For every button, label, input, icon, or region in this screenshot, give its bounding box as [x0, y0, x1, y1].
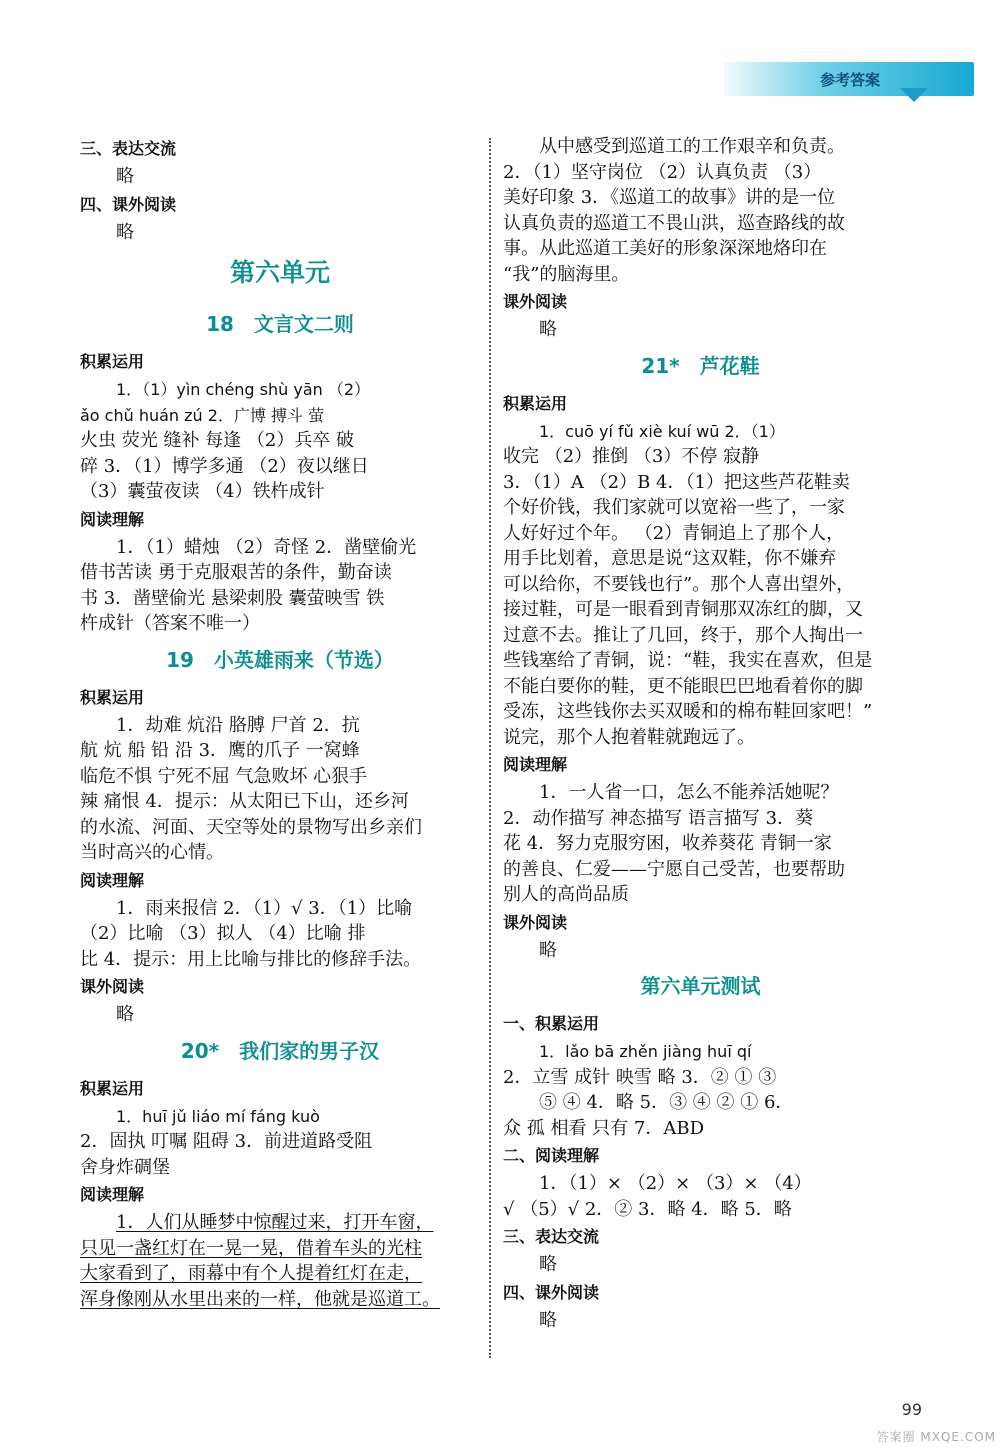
- answer-line: 2．固执 叮嘱 阻碍 3．前进道路受阻: [80, 1131, 373, 1152]
- lesson-title: 19 小英雄雨来（节选）: [166, 647, 394, 672]
- underlined-answer-line: 只见一盏红灯在一晃一晃，借着车头的光柱: [80, 1237, 422, 1259]
- answer-line: 过意不去。推让了几回，终于，那个人掏出一: [503, 624, 863, 646]
- answer-line: 1．cuō yí fǔ xiè kuí wū 2．（1）: [539, 421, 785, 441]
- answer-line: “我”的脑海里。: [503, 263, 630, 285]
- section-heading: 积累运用: [80, 1078, 145, 1098]
- section-heading: 阅读理解: [80, 509, 145, 529]
- answer-line: 受冻，这些钱你去买双暖和的棉布鞋回家吧！”: [503, 701, 873, 722]
- answer-line: 用手比划着，意思是说“这双鞋，你不嫌弃: [503, 548, 837, 569]
- answer-line: 1．（1）× （2）× （3）× （4）: [539, 1173, 812, 1194]
- answer-line: 别人的高尚品质: [503, 884, 629, 905]
- answer-line: 1．huī jǔ liáo mí fáng kuò: [116, 1106, 320, 1126]
- section-heading: 三、表达交流: [80, 139, 177, 158]
- answer-line: 火虫 荧光 缝补 每逢 （2）兵卒 破: [80, 430, 355, 451]
- section-heading: 二、阅读理解: [503, 1146, 600, 1165]
- section-heading: 积累运用: [503, 393, 568, 413]
- section-heading: 课外阅读: [503, 912, 568, 932]
- answer-line: 众 孤 相看 只有 7．ABD: [503, 1117, 704, 1139]
- answer-line: 的水流、河面、天空等处的景物写出乡亲们: [80, 816, 422, 838]
- underlined-answer-line: 1．人们从睡梦中惊醒过来，打开车窗，: [116, 1212, 434, 1233]
- answer-line: 收完 （2）推倒 （3）不停 寂静: [503, 446, 760, 467]
- answer-line: √ （5）√ 2．② 3．略 4．略 5．略: [503, 1198, 792, 1220]
- answer-line: （3）囊萤夜读 （4）铁杵成针: [80, 481, 325, 502]
- page-number: 99: [901, 1400, 922, 1419]
- answer-line: 略: [116, 221, 134, 243]
- answer-line: 当时高兴的心情。: [80, 842, 224, 863]
- answer-line: 3．（1）A （2）B 4．（1）把这些芦花鞋卖: [503, 471, 850, 493]
- answer-line: 1．（1）蜡烛 （2）奇怪 2．凿壁偷光: [116, 536, 417, 558]
- answer-line: 个好价钱，我们家就可以宽裕一些了，一家: [503, 497, 845, 518]
- watermark: 答案圈 MXQE.COM: [876, 1430, 996, 1444]
- answer-line: 略: [539, 1254, 557, 1275]
- answer-line: 认真负责的巡道工不畏山洪，巡查路线的故: [503, 212, 845, 234]
- section-heading: 四、课外阅读: [80, 194, 177, 214]
- lesson-title: 21* 芦花鞋: [641, 353, 760, 378]
- header-tag: 参考答案: [820, 71, 881, 89]
- answer-line: 书 3．凿壁偷光 悬梁刺股 囊萤映雪 铁: [80, 587, 385, 609]
- header-banner: [724, 62, 974, 96]
- answer-line: 花 4．努力克服穷困，收养葵花 青铜一家: [503, 833, 832, 854]
- section-heading: 阅读理解: [503, 755, 568, 774]
- answer-line: 事。从此巡道工美好的形象深深地烙印在: [503, 238, 827, 259]
- section-heading: 课外阅读: [503, 292, 568, 311]
- section-heading: 一、积累运用: [503, 1014, 600, 1033]
- section-heading: 四、课外阅读: [503, 1282, 600, 1302]
- answer-line: 美好印象 3．《巡道工的故事》讲的是一位: [503, 187, 836, 208]
- answer-line: 1．雨来报信 2．（1）√ 3．（1）比喻: [116, 897, 413, 919]
- answer-line: ǎo chǔ huán zú 2．广博 搏斗 萤: [80, 405, 325, 425]
- right-column: [503, 134, 898, 1333]
- answer-line: 略: [539, 1309, 557, 1331]
- section-heading: 阅读理解: [80, 1185, 145, 1204]
- answer-line: 略: [116, 166, 134, 187]
- section-heading: 课外阅读: [80, 977, 145, 996]
- answer-line: 舍身炸碉堡: [80, 1156, 170, 1178]
- answer-line: 些钱塞给了青铜，说：“鞋，我实在喜欢，但是: [503, 650, 873, 671]
- left-column: [80, 134, 480, 1312]
- answer-line: （2）比喻 （3）拟人 （4）比喻 排: [80, 923, 366, 944]
- answer-line: 不能白要你的鞋，更不能眼巴巴地看着你的脚: [503, 675, 863, 697]
- answer-line: 2．动作描写 神态描写 语言描写 3．葵: [503, 807, 814, 829]
- section-heading: 三、表达交流: [503, 1227, 600, 1246]
- lesson-title: 20* 我们家的男子汉: [180, 1038, 380, 1063]
- section-heading: 积累运用: [80, 352, 145, 371]
- answer-line: 借书苦读 勇于克服艰苦的条件，勤奋读: [80, 562, 392, 583]
- answer-line: ⑤ ④ 4．略 5．③ ④ ② ① 6．: [539, 1092, 794, 1113]
- answer-line: 从中感受到巡道工的工作艰辛和负责。: [539, 136, 845, 157]
- answer-line: 可以给你，不要钱也行”。那个人喜出望外，: [503, 573, 855, 595]
- lesson-title: 18 文言文二则: [206, 312, 354, 336]
- answer-line: 1．一人省一口，怎么不能养活她呢？: [539, 782, 839, 803]
- answer-line: 略: [539, 939, 557, 961]
- answer-line: 人好好过个年。 （2）青铜追上了那个人，: [503, 522, 845, 544]
- unit-title: 第六单元: [229, 258, 330, 287]
- answer-line: 碎 3．（1）博学多通 （2）夜以继日: [80, 455, 369, 477]
- banner-arrow-icon: [900, 88, 928, 102]
- answer-line: 1．劫难 炕沿 胳膊 尸首 2．抗: [116, 714, 360, 736]
- answer-line: 说完，那个人抱着鞋就跑远了。: [503, 726, 755, 748]
- answer-line: 辣 痛恨 4．提示：从太阳已下山，还乡河: [80, 791, 409, 812]
- answer-line: 2．（1）坚守岗位 （2）认真负责 （3）: [503, 161, 822, 183]
- answer-line: 1．（1）yìn chéng shù yān （2）: [116, 380, 371, 399]
- answer-line: 的善良、仁爱——宁愿自己受苦，也要帮助: [503, 858, 845, 880]
- answer-line: 略: [116, 1004, 134, 1025]
- answer-line: 接过鞋，可是一眼看到青铜那双冻红的脚，又: [503, 599, 863, 620]
- section-heading: 阅读理解: [80, 870, 145, 890]
- underlined-answer-line: 浑身像刚从水里出来的一样，他就是巡道工。: [80, 1288, 440, 1310]
- answer-line: 航 炕 船 铅 沿 3．鹰的爪子 一窝蜂: [80, 740, 360, 761]
- column-divider: [489, 138, 491, 1358]
- answer-line: 比 4．提示：用上比喻与排比的修辞手法。: [80, 948, 422, 970]
- answer-line: 2．立雪 成针 映雪 略 3．② ① ③: [503, 1066, 777, 1088]
- answer-line: 杵成针（答案不唯一）: [80, 613, 260, 634]
- test-title: 第六单元测试: [640, 974, 761, 998]
- underlined-answer-line: 大家看到了，雨幕中有个人提着红灯在走，: [80, 1263, 422, 1284]
- answer-line: 临危不惧 宁死不屈 气急败坏 心狠手: [80, 765, 368, 787]
- answer-line: 1．lǎo bā zhěn jiàng huī qí: [539, 1042, 752, 1061]
- answer-line: 略: [539, 319, 557, 340]
- section-heading: 积累运用: [80, 687, 145, 707]
